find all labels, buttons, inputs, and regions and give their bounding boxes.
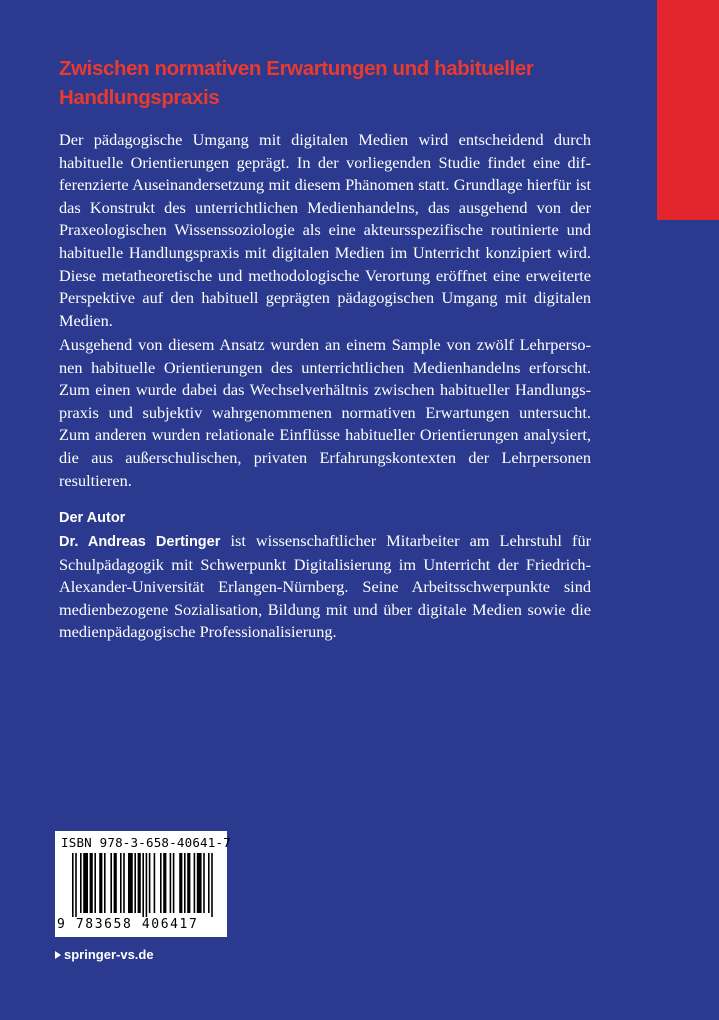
barcode-bar — [134, 853, 136, 913]
title-line-2: Handlungspraxis — [59, 86, 220, 109]
barcode-bar — [138, 853, 141, 913]
author-bio-text: ist wissenschaftlicher Mitarbeiter am Lehrstuhl für Schulpädagogik mit Schwerpunkt Digitalisierung im Unterricht der Friedrich-Alexander-Universität Erlangen-Nürnberg. Seine Arbeitsschwerpunkte sind medienbezogene Sozialisation, Bildung mit und über digitale Medien sowie die medienpädagogische Professionalisierung. — [59, 531, 592, 642]
barcode-bar — [211, 853, 213, 917]
barcode-bar — [120, 853, 122, 913]
barcode-bar — [149, 853, 151, 913]
barcode-bar — [72, 853, 74, 917]
barcode-bar — [184, 853, 186, 913]
barcode-bar — [194, 853, 196, 913]
barcode-bar — [208, 853, 210, 913]
author-name: Dr. Andreas Dertinger — [59, 534, 221, 550]
website-label: springer-vs.de — [64, 947, 154, 962]
barcode-bar — [179, 853, 182, 913]
title-line-1: Zwischen normativen Erwartungen und habitueller — [59, 57, 534, 80]
barcode-bar — [197, 853, 202, 913]
barcode-bar — [75, 853, 77, 917]
barcode-bar — [163, 853, 166, 913]
barcode-bar — [128, 853, 133, 913]
isbn-label: ISBN 978-3-658-40641-7 — [61, 835, 231, 850]
barcode-bar — [142, 853, 144, 917]
barcode-digits: 9 783658 406417 — [57, 917, 199, 932]
barcode-bar — [154, 853, 156, 913]
book-title — [59, 54, 559, 112]
barcode-bar — [83, 853, 88, 913]
isbn-barcode — [55, 831, 231, 937]
barcode-bars — [72, 853, 222, 917]
barcode-bar — [99, 853, 102, 913]
barcode-bar — [104, 853, 106, 913]
barcode-bar — [110, 853, 112, 913]
barcode-bar — [123, 853, 125, 913]
barcode-bar — [170, 853, 172, 913]
red-accent-strip — [657, 0, 719, 220]
barcode-bar — [80, 853, 82, 913]
barcode-bar — [160, 853, 162, 913]
barcode-bar — [203, 853, 205, 913]
barcode-bar — [90, 853, 93, 913]
author-bio — [59, 530, 591, 644]
barcode-bar — [173, 853, 175, 913]
blurb-paragraph-2: Ausgehend von diesem Ansatz wurden an einem Sample von zwölf Lehrpersonen habituelle Orientierungen des unterrichtlichen Medienhandelns erforscht. Zum einen wurde dabei das Wechselverhältnis zwischen habitueller Handlungspraxis und subjektiv wahrgenommenen normativen Erwartungen untersucht. Zum anderen wurden relationale Einflüsse habitueller Orientierungen analysiert, die aus außerschulischen, privaten Erfahrungskontexten der Lehrpersonen resultieren. — [59, 335, 591, 490]
author-heading: Der Autor — [59, 510, 126, 526]
barcode-bar — [94, 853, 96, 913]
barcode-bar — [187, 853, 190, 913]
barcode-bar — [114, 853, 117, 913]
website-link[interactable] — [55, 946, 154, 964]
arrow-right-icon — [55, 951, 61, 959]
blurb-paragraph-1: Der pädagogische Umgang mit digitalen Medien wird entscheidend durch habituelle Orientierungen geprägt. In der vorliegenden Studie findet eine differenzierte Auseinandersetzung mit diesem Phänomen statt. Grundlage hierfür ist das Konstrukt des unterrichtlichen Medienhandelns, das ausgehend von der Praxeologischen Wissenssoziologie als eine akteursspezifische routinierte und habituelle Handlungspraxis mit digitalen Medien im Unterricht konzipiert wird. Diese metatheoretische und methodologische Verortung eröffnet eine erweiterte Perspektive auf den habituell geprägten pädagogischen Umgang mit digitalen Medien. — [59, 130, 591, 330]
barcode-bar — [146, 853, 148, 917]
